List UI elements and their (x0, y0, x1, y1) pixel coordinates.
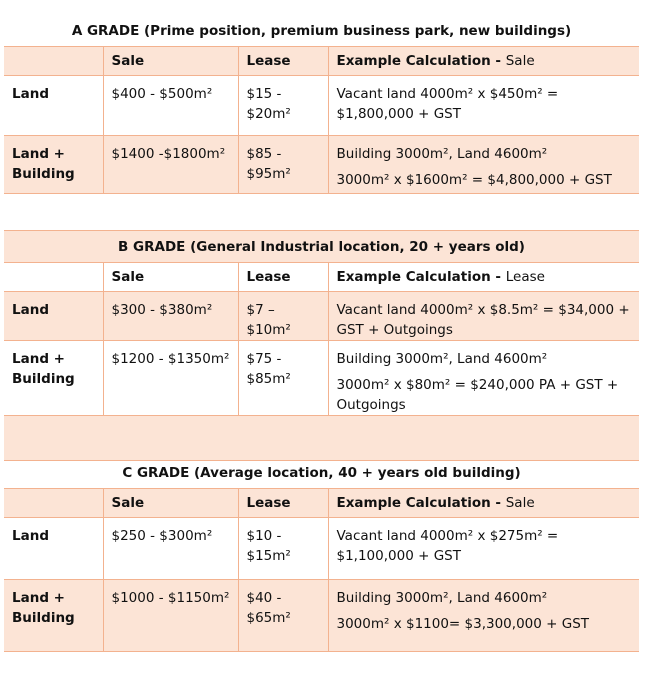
grade-a-header-row (4, 47, 639, 76)
col-calc-header: Example Calculation - Sale (328, 489, 639, 518)
lease-value: $15 - $20m² (238, 76, 328, 136)
lease-value: $10 - $15m² (238, 518, 328, 580)
sale-value: $1000 - $1150m² (103, 580, 238, 652)
grade-b-header-row (4, 263, 639, 292)
lease-value: $40 - $65m² (238, 580, 328, 652)
grade-c-title: C GRADE (Average location, 40 + years old building) (4, 457, 639, 489)
grade-b-title: B GRADE (General Industrial location, 20 + years old) (4, 231, 639, 263)
grade-c-header-row (4, 489, 639, 518)
sale-value: $400 - $500m² (103, 76, 238, 136)
row-label: Land + Building (4, 580, 103, 652)
lease-value: $7 – $10m² (238, 292, 328, 341)
table-row (4, 76, 639, 136)
grade-b-table (4, 230, 639, 461)
col-sale-header: Sale (103, 47, 238, 76)
sale-value: $1400 -$1800m² (103, 136, 238, 194)
sale-value: $1200 - $1350m² (103, 341, 238, 416)
row-label: Land + Building (4, 341, 103, 416)
grade-a-title: A GRADE (Prime position, premium business park, new buildings) (4, 15, 639, 47)
col-sale-header: Sale (103, 489, 238, 518)
col-lease-header: Lease (238, 263, 328, 292)
sale-value: $300 - $380m² (103, 292, 238, 341)
calc-value: Building 3000m², Land 4600m² 3000m² x $1100= $3,300,000 + GST (328, 580, 639, 652)
row-label: Land + Building (4, 136, 103, 194)
calc-value: Building 3000m², Land 4600m² 3000m² x $1600m² = $4,800,000 + GST (328, 136, 639, 194)
calc-value: Vacant land 4000m² x $450m² = $1,800,000 + GST (328, 76, 639, 136)
spacer-row (4, 416, 639, 461)
col-calc-header: Example Calculation - Lease (328, 263, 639, 292)
calc-value: Vacant land 4000m² x $275m² = $1,100,000 + GST (328, 518, 639, 580)
col-lease-header: Lease (238, 489, 328, 518)
grade-c-table (4, 457, 639, 652)
calc-value: Building 3000m², Land 4600m² 3000m² x $80m² = $240,000 PA + GST + Outgoings (328, 341, 639, 416)
row-label: Land (4, 76, 103, 136)
table-row (4, 341, 639, 416)
lease-value: $75 - $85m² (238, 341, 328, 416)
col-sale-header: Sale (103, 263, 238, 292)
table-row (4, 292, 639, 341)
row-label: Land (4, 518, 103, 580)
table-row (4, 518, 639, 580)
table-row (4, 136, 639, 194)
col-lease-header: Lease (238, 47, 328, 76)
lease-value: $85 - $95m² (238, 136, 328, 194)
col-calc-header: Example Calculation - Sale (328, 47, 639, 76)
row-label: Land (4, 292, 103, 341)
grade-a-table (4, 15, 639, 194)
sale-value: $250 - $300m² (103, 518, 238, 580)
calc-value: Vacant land 4000m² x $8.5m² = $34,000 + GST + Outgoings (328, 292, 639, 341)
table-row (4, 580, 639, 652)
